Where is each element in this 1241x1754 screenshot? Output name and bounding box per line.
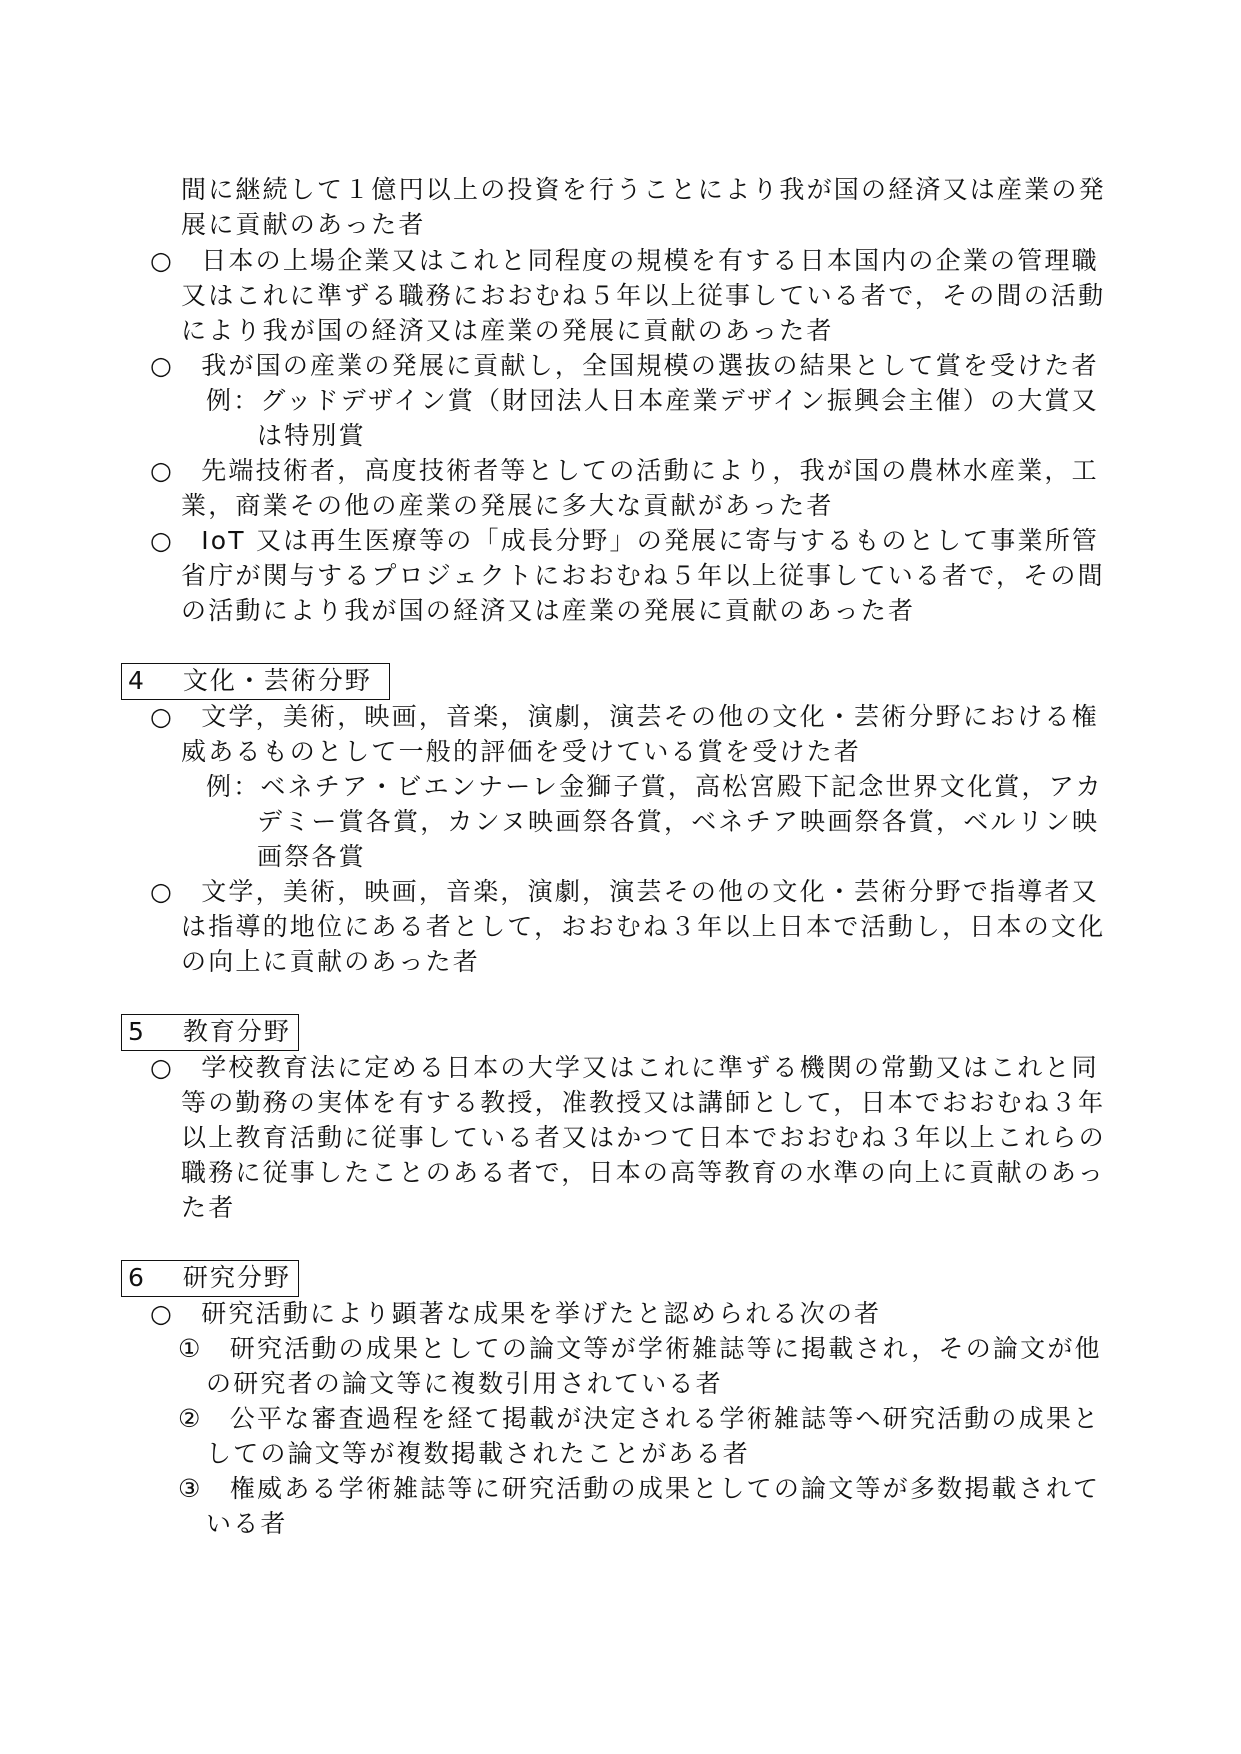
list-item: ○ IoT 又は再生医療等の「成長分野」の発展に寄与するものとして事業所管 bbox=[150, 526, 1100, 555]
list-item-line: の活動により我が国の経済又は産業の発展に貢献のあった者 bbox=[181, 596, 916, 625]
sub-item-line: しての論文等が複数掲載されたことがある者 bbox=[206, 1439, 751, 1468]
section-heading-education: 5 教育分野 bbox=[121, 1014, 299, 1051]
list-item-line: 業，商業その他の産業の発展に多大な貢献があった者 bbox=[181, 491, 834, 520]
list-item-line: 威あるものとして一般的評価を受けている賞を受けた者 bbox=[181, 737, 862, 766]
intro-line: 間に継続して１億円以上の投資を行うことにより我が国の経済又は産業の発 bbox=[181, 175, 1106, 204]
sub-item: ② 公平な審査過程を経て掲載が決定される学術雑誌等へ研究活動の成果と bbox=[178, 1404, 1101, 1433]
example-line: デミー賞各賞，カンヌ映画祭各賞，ベネチア映画祭各賞，ベルリン映 bbox=[257, 807, 1100, 836]
list-item: ○ 先端技術者，高度技術者等としての活動により，我が国の農林水産業，工 bbox=[150, 456, 1099, 485]
list-item: ○ 文学，美術，映画，音楽，演劇，演芸その他の文化・芸術分野で指導者又 bbox=[150, 877, 1099, 906]
list-item-line: た者 bbox=[181, 1193, 236, 1222]
list-item-line: 又はこれに準ずる職務におおむね５年以上従事している者で，その間の活動 bbox=[181, 281, 1106, 310]
list-item-line: 等の勤務の実体を有する教授，准教授又は講師として，日本でおおむね３年 bbox=[181, 1088, 1106, 1117]
list-item: ○ 研究活動により顕著な成果を挙げたと認められる次の者 bbox=[150, 1299, 882, 1328]
list-item-line: 省庁が関与するプロジェクトにおおむね５年以上従事している者で，その間 bbox=[181, 561, 1105, 590]
sub-item: ① 研究活動の成果としての論文等が学術雑誌等に掲載され，その論文が他 bbox=[178, 1334, 1102, 1363]
list-item: ○ 学校教育法に定める日本の大学又はこれに準ずる機関の常勤又はこれと同 bbox=[150, 1053, 1099, 1082]
list-item: ○ 文学，美術，映画，音楽，演劇，演芸その他の文化・芸術分野における権 bbox=[150, 702, 1099, 731]
list-item: ○ 我が国の産業の発展に貢献し，全国規模の選抜の結果として賞を受けた者 bbox=[150, 351, 1099, 380]
example-line: 画祭各賞 bbox=[257, 842, 366, 871]
sub-item-line: いる者 bbox=[206, 1509, 288, 1538]
list-item-line: の向上に貢献のあった者 bbox=[181, 947, 480, 976]
list-item: ○ 日本の上場企業又はこれと同程度の規模を有する日本国内の企業の管理職 bbox=[150, 246, 1099, 275]
sub-item-line: の研究者の論文等に複数引用されている者 bbox=[206, 1369, 723, 1398]
section-heading-culture-arts: 4 文化・芸術分野 bbox=[121, 663, 390, 700]
example-line: は特別賞 bbox=[257, 421, 366, 450]
list-item-line: 職務に従事したことのある者で，日本の高等教育の水準の向上に貢献のあっ bbox=[181, 1158, 1106, 1187]
list-item-line: により我が国の経済又は産業の発展に貢献のあった者 bbox=[181, 316, 834, 345]
list-item-line: 以上教育活動に従事している者又はかつて日本でおおむね３年以上これらの bbox=[181, 1123, 1106, 1152]
section-heading-research: 6 研究分野 bbox=[121, 1260, 299, 1297]
example-line: 例：グッドデザイン賞（財団法人日本産業デザイン振興会主催）の大賞又 bbox=[206, 386, 1099, 415]
intro-line: 展に貢献のあった者 bbox=[181, 210, 426, 239]
example-line: 例：ベネチア・ビエンナーレ金獅子賞，高松宮殿下記念世界文化賞，アカ bbox=[206, 772, 1103, 801]
list-item-line: は指導的地位にある者として，おおむね３年以上日本で活動し，日本の文化 bbox=[181, 912, 1106, 941]
sub-item: ③ 権威ある学術雑誌等に研究活動の成果としての論文等が多数掲載されて bbox=[178, 1474, 1101, 1503]
